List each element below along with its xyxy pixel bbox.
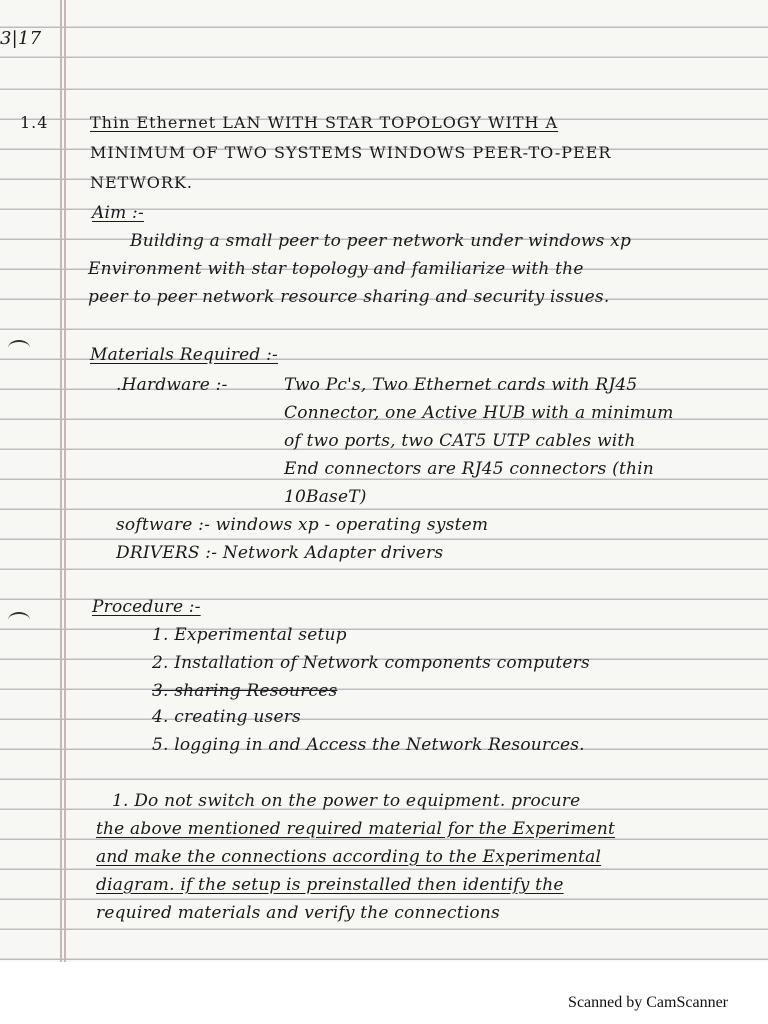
step1-line-4: diagram. if the setup is preinstalled then identify the	[96, 875, 564, 895]
step1-line-5: required materials and verify the connections	[96, 903, 500, 923]
procedure-step-4: 4. creating users	[152, 707, 301, 727]
margin-line	[60, 0, 62, 962]
aim-line-2: Environment with star topology and familiarize with the	[88, 259, 584, 279]
experiment-title-line-3: NETWORK.	[90, 173, 193, 192]
procedure-step-5: 5. logging in and Access the Network Resources.	[152, 735, 585, 755]
binder-hole-mark	[8, 340, 30, 356]
step1-line-2: the above mentioned required material for the Experiment	[96, 819, 616, 839]
hardware-line-5: 10BaseT)	[284, 487, 367, 507]
aim-line-3: peer to peer network resource sharing and security issues.	[88, 287, 610, 307]
hardware-line-3: of two ports, two CAT5 UTP cables with	[284, 431, 636, 451]
experiment-title-line-1: Thin Ethernet LAN WITH STAR TOPOLOGY WITH A	[90, 113, 559, 132]
step1-line-3: and make the connections according to the Experimental	[96, 847, 602, 867]
hardware-line-1: Two Pc's, Two Ethernet cards with RJ45	[284, 375, 638, 395]
hardware-label: .Hardware :-	[116, 375, 228, 395]
binder-hole-mark	[8, 612, 30, 628]
procedure-heading: Procedure :-	[92, 597, 201, 617]
margin-line	[64, 0, 66, 962]
software-line: software :- windows xp - operating system	[116, 515, 489, 535]
hardware-line-2: Connector, one Active HUB with a minimum	[284, 403, 674, 423]
materials-heading: Materials Required :-	[90, 345, 278, 365]
hardware-line-4: End connectors are RJ45 connectors (thin	[284, 459, 654, 479]
step1-line-1: 1. Do not switch on the power to equipment. procure	[112, 791, 581, 811]
procedure-step-1: 1. Experimental setup	[152, 625, 347, 645]
experiment-number: 1.4	[20, 113, 49, 132]
procedure-step-2: 2. Installation of Network components computers	[152, 653, 590, 673]
scanner-watermark: Scanned by CamScanner	[568, 994, 728, 1011]
aim-line-1: Building a small peer to peer network under windows xp	[130, 231, 632, 251]
experiment-title-line-2: MINIMUM OF TWO SYSTEMS WINDOWS PEER-TO-PEER	[90, 143, 612, 162]
date-fragment: 3|17	[0, 28, 42, 49]
aim-heading: Aim :-	[92, 203, 144, 223]
scan-footer	[0, 962, 768, 1024]
drivers-line: DRIVERS :- Network Adapter drivers	[116, 543, 444, 563]
procedure-step-3: 3. sharing Resources	[152, 681, 338, 701]
